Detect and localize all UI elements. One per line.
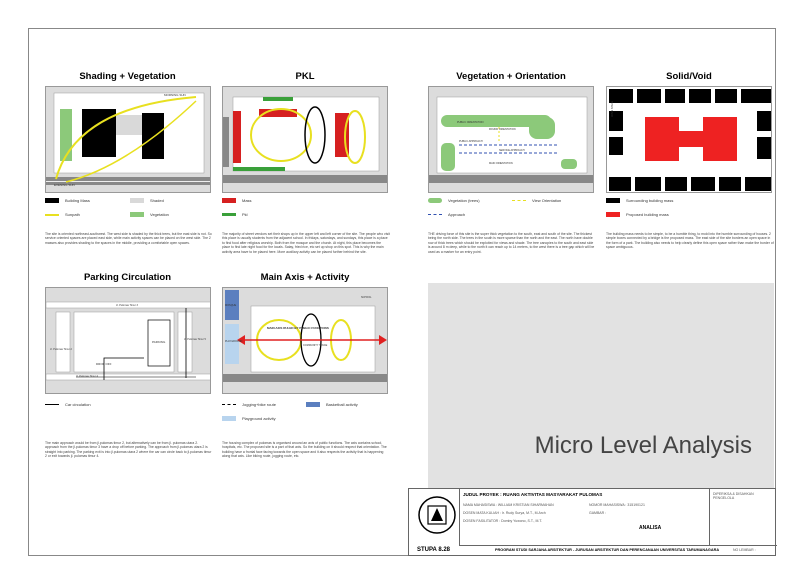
swatch-jogging	[222, 404, 236, 405]
map-vegetation	[428, 86, 594, 193]
swatch-vegetation	[130, 212, 144, 217]
panel-text-shading: The site is oriented northeast-southwest. The west side is shaded by the thick trees, but the east side is not. So service oriented spaces are placed east side, while main activity spaces can be placed on the west side. The 2 masses also provides shading to the spaces in the middle, providing a comfortable open spaces.	[45, 232, 212, 245]
tb-program: PROGRAM STUDI SARJANA ARSITEKTUR - JURUSAN ARSITEKTUR DAN PERENCANAAN UNIVERSITAS TARUMANAGARA	[495, 548, 720, 552]
map-label-public-orientation: PUBLIC ORIENTATION	[457, 121, 484, 124]
swatch-sunpath	[45, 214, 59, 216]
panel-title-axis: Main Axis + Activity	[260, 272, 350, 283]
title-block	[408, 488, 776, 556]
university-logo-icon	[417, 495, 457, 535]
legend-view: View Orientation	[512, 198, 561, 203]
map-label-open-space: OPEN SPACE	[611, 100, 614, 117]
swatch-playground	[222, 416, 236, 421]
map-solid-void-drawing	[607, 87, 772, 193]
map-label-main-orientation: MAIN ORIENTATION	[489, 162, 513, 165]
tb-lecturer: DOSEN MATA KULIAH : Ir. Rudy Surya, M.T., M.Arch	[463, 511, 546, 515]
map-label-timur-5: Jl. Pulomas Timur 5	[184, 338, 206, 341]
legend-pkl: Pkl	[222, 212, 248, 217]
legend-trees: Vegetation (trees)	[428, 198, 480, 203]
swatch-proposed	[606, 212, 620, 217]
tb-drawing: ANALISA	[639, 525, 662, 531]
panel-title-parking: Parking Circulation	[83, 272, 172, 283]
tb-student-name: NAMA MAHASISWA : WILLIAM KRISTIAN SIHARMAHAN	[463, 503, 554, 507]
map-label-mosque: MOSQUE	[225, 304, 237, 307]
tb-sheet-no: NO LEMBAR :	[733, 548, 756, 552]
legend-pkl-mass: Mass	[222, 198, 252, 203]
swatch-pkl-mass	[222, 198, 236, 203]
legend-car: Car circulation	[45, 402, 91, 407]
swatch-basketball	[306, 402, 320, 407]
map-label-school: SCHOOL	[361, 296, 372, 299]
panel-title-pkl: PKL	[295, 71, 315, 82]
panel-title-shading: Shading + Vegetation	[79, 71, 176, 82]
swatch-surrounding	[606, 198, 620, 203]
map-shading-drawing	[46, 87, 211, 193]
map-label-round-orientation: ROUND ORIENTATION	[489, 128, 516, 131]
legend-surrounding: Surrounding building mass	[606, 198, 673, 203]
map-label-timur-2: Jl. Pulomas Timur 2	[50, 348, 72, 351]
panel-text-solid-void: The building mass needs to be simple, to be a humble thing, to mold into the humble surrounding of houses. 2 simple boxes connected by a bridge is the proposed mass. The east side of the site borders an open space in the form of a park. The building also needs to help clearly define this open space rather than make the border of space ambiguous.	[606, 232, 774, 250]
page-heading: Micro Level Analysis	[534, 432, 752, 459]
swatch-view	[512, 200, 526, 201]
map-shading	[45, 86, 211, 193]
tb-facilitator: DOSEN FASILITATOR : Domby Yuwono, S.T., M.T.	[463, 519, 543, 523]
map-solid-void	[606, 86, 772, 193]
map-label-morning: MORNING SUN	[164, 93, 186, 97]
panel-title-solid-void: Solid/Void	[666, 71, 712, 82]
map-label-community: COMMUNITY SPACE	[303, 344, 328, 347]
legend-sunpath: Sunpath	[45, 212, 80, 217]
map-label-public-approach: PUBLIC APPROACH	[459, 140, 483, 143]
map-label-timur-4: Jl. Pulomas Timur 4	[76, 375, 98, 378]
tb-student-no: NOMOR MAHASISWA : 315190121	[589, 503, 645, 507]
map-label-evening: EVENING SUN	[54, 183, 75, 187]
tb-approval: DIPERIKSA & DISAHKAN PENGELOLA	[713, 492, 754, 500]
map-label-playground: PLAYGROUND	[225, 340, 243, 343]
map-label-main-axis: MAIN AXIS RULED BY PUBLIC FUNCTIONS	[267, 326, 329, 330]
legend-basketball: Basketball activity	[306, 402, 358, 407]
panel-text-pkl: The majority of street vendors set their shops up in the upper left and left corner of the site. The people who visit this place is usually students from the adjacent school. In fridays, saturdays, and sundays, this place is a place to find food after religious worship. Both from the mosque and the church. At night, this place becomes the place to find late night food for the locals. Satay, fried rice, etc set up shop on this spot. This is why the main activity area have to be placed here. More auxiliary activity can be placed further behind the site.	[222, 232, 390, 254]
legend-vegetation: Vegetation	[130, 212, 169, 217]
swatch-trees	[428, 198, 442, 203]
tb-studio: STUPA 8.28	[417, 547, 451, 553]
tb-project: JUDUL PROYEK : RUANG AKTIVITAS MASYARAKAT PULOMAS	[463, 492, 603, 497]
map-label-timur-3: Jl. Pulomas Timur 3	[116, 304, 138, 307]
tb-divider-3	[459, 545, 777, 546]
map-axis	[222, 287, 388, 394]
legend-jogging: Jogging+bike route	[222, 402, 276, 407]
panel-text-axis: The housing complex of pulomas is organised around an axis of public functions. The axis contains school, hospitals, etc. The proposed site is a part of that axis. So the building on it should respect that orientation. The building have a frontal face facing towards the open space and it also respects the activity that is happening along that axis. Like biking route, jogging route, etc.	[222, 441, 387, 459]
legend-shaded: Shaded	[130, 198, 164, 203]
map-label-drop-off: DROP OFF	[96, 362, 112, 366]
map-axis-drawing	[223, 288, 388, 394]
heading-panel	[428, 283, 774, 490]
swatch-approach	[428, 214, 442, 215]
legend-playground: Playground activity	[222, 416, 276, 421]
swatch-pkl	[222, 213, 236, 216]
map-parking	[45, 287, 211, 394]
swatch-car	[45, 404, 59, 405]
panel-title-vegetation: Vegetation + Orientation	[456, 71, 566, 82]
legend-proposed: Proposed building mass	[606, 212, 669, 217]
map-label-service-approach: SERVICE APPROACH	[499, 149, 525, 152]
swatch-shaded	[130, 198, 144, 203]
legend-approach: Approach	[428, 212, 465, 217]
tb-divider-2	[709, 489, 710, 545]
map-pkl	[222, 86, 388, 193]
panel-text-parking: The main approach would be from jl.pulomas timur 2, but alternatively can be from jl. pulomas utara 2. approach from the jl.pulomas timur 3 have a drop off before parking. The approach from jl.pulomas utara 2 is straight into parking. The parking exit is into jl.pulomas utara 2 where the car can circle back to jl.pulomas timur 2 or exit towards jl. pulomas timur 4.	[45, 441, 212, 459]
panel-text-vegetation: THE driving force of this site is the super thick vegetation to the south, east and south of the site. The thickest being the north side. The trees in the south is more sparse than the north and the east. The north have double row of thick trees which should be exploited for views and shade. The tree canopies to the south and east side is around 8 m deep, while to the north it can reach up to 14 meters, to the west there is a tree gap which will be used as a marker for an entry point.	[428, 232, 595, 254]
map-label-parking: PARKING	[152, 340, 166, 344]
swatch-mass	[45, 198, 59, 203]
map-vegetation-drawing	[429, 87, 594, 193]
tb-divider-1	[459, 489, 460, 545]
legend-building-mass: Building Mass	[45, 198, 90, 203]
tb-sheet-label: GAMBAR :	[589, 511, 607, 515]
map-pkl-drawing	[223, 87, 388, 193]
